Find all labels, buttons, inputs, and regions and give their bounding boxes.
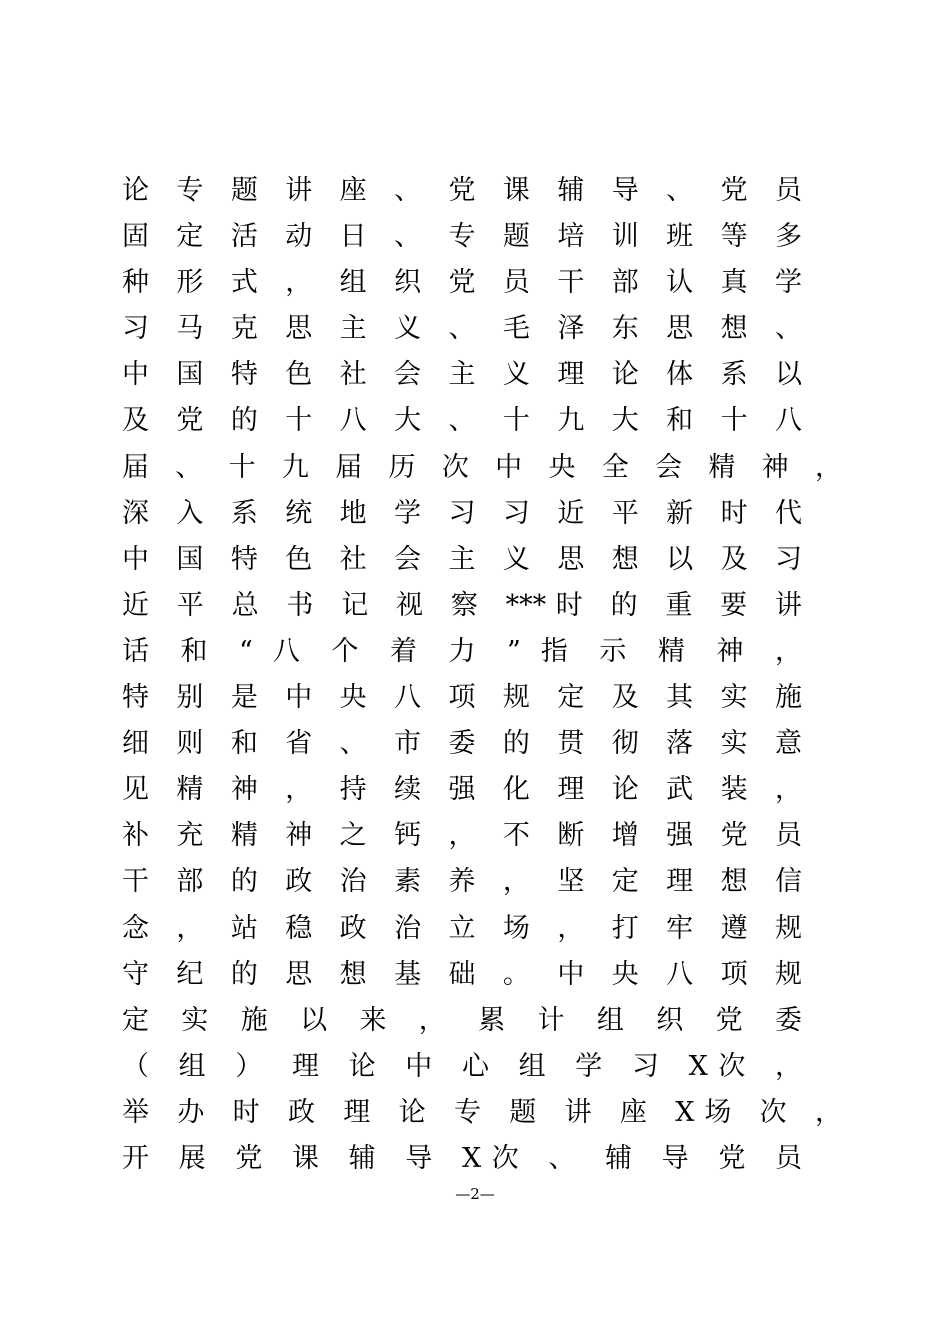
text-line-1: 论 专 题 讲 座 、 党 课 辅 导 、 党 员	[122, 175, 802, 206]
text-line-7: 届 、 十 九 届 历 次 中 央 全 会 精 神 ，	[122, 451, 842, 483]
text-line-17: 念 ， 站 稳 政 治 立 场 ， 打 牢 遵 规	[122, 912, 802, 944]
text-line-9: 中 国 特 色 社 会 主 义 思 想 以 及 习	[122, 543, 802, 575]
text-line-18: 守 纪 的 思 想 基 础 。 中 央 八 项 规	[122, 958, 802, 990]
text-line-14: 见 精 神 ， 持 续 强 化 理 论 武 装 ，	[122, 774, 802, 806]
text-line-10: 近 平 总 书 记 视 察 ***时 的 重 要 讲	[122, 589, 802, 621]
text-line-8: 深 入 系 统 地 学 习 习 近 平 新 时 代	[122, 497, 802, 529]
page-number: —2—	[455, 1185, 495, 1203]
text-line-4: 习 马 克 思 主 义 、 毛 泽 东 思 想 、	[122, 313, 802, 345]
text-line-19: 定 实 施 以 来 ， 累 计 组 织 党 委	[122, 1004, 802, 1036]
text-line-6: 及 党 的 十 八 大 、 十 九 大 和 十 八	[122, 405, 802, 437]
text-line-5: 中 国 特 色 社 会 主 义 理 论 体 系 以	[122, 359, 802, 391]
text-line-21: 举 办 时 政 理 论 专 题 讲 座 X场 次 ，	[122, 1096, 842, 1128]
text-line-12: 特 别 是 中 央 八 项 规 定 及 其 实 施	[122, 682, 802, 714]
text-line-13: 细 则 和 省 、 市 委 的 贯 彻 落 实 意	[122, 728, 802, 760]
text-line-16: 干 部 的 政 治 素 养 ， 坚 定 理 想 信	[122, 866, 802, 898]
text-line-15: 补 充 精 神 之 钙 ， 不 断 增 强 党 员	[122, 820, 802, 852]
text-line-22: 开 展 党 课 辅 导 X次 、 辅 导 党 员	[122, 1142, 802, 1174]
text-line-20: （ 组 ） 理 论 中 心 组 学 习 X次 ，	[122, 1050, 802, 1082]
text-line-11: 话 和 “ 八 个 着 力 ” 指 示 精 神 ，	[122, 635, 802, 667]
text-line-2: 固 定 活 动 日 、 专 题 培 训 班 等 多	[122, 221, 802, 253]
body-text	[122, 168, 842, 1182]
text-line-3: 种 形 式 ， 组 织 党 员 干 部 认 真 学	[122, 267, 802, 299]
